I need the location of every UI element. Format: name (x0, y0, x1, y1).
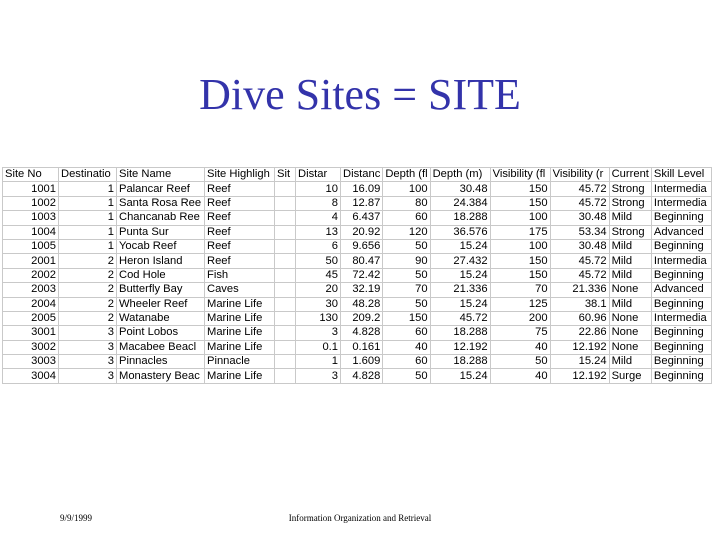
table-cell: 40 (490, 369, 550, 383)
table-cell: 1002 (3, 196, 59, 210)
table-cell: Intermedia (651, 311, 711, 325)
table-cell: 38.1 (550, 297, 609, 311)
table-cell: 1 (296, 355, 341, 369)
table-cell: 4.828 (341, 326, 383, 340)
table-cell: Reef (205, 254, 275, 268)
table-cell: 18.288 (430, 211, 490, 225)
table-cell (275, 254, 296, 268)
table-row (3, 340, 712, 354)
table-cell: 12.192 (550, 369, 609, 383)
table-cell: 45.72 (550, 196, 609, 210)
table-cell: Reef (205, 211, 275, 225)
table-cell: 3 (59, 340, 117, 354)
table-cell: 36.576 (430, 225, 490, 239)
table-cell (275, 196, 296, 210)
table-cell: 6 (296, 239, 341, 253)
footer-date: 9/9/1999 (60, 513, 93, 523)
table-cell: 1 (59, 211, 117, 225)
table-cell (275, 225, 296, 239)
table-cell: 13 (296, 225, 341, 239)
table-cell: Beginning (651, 268, 711, 282)
table-cell: 1003 (3, 211, 59, 225)
table-cell: 100 (490, 211, 550, 225)
table-cell: Caves (205, 283, 275, 297)
table-cell: Advanced (651, 225, 711, 239)
table-cell: 21.336 (550, 283, 609, 297)
table-cell (275, 340, 296, 354)
table-cell: 150 (490, 268, 550, 282)
table-cell: Palancar Reef (117, 182, 205, 196)
table-cell: 21.336 (430, 283, 490, 297)
table-cell: Reef (205, 225, 275, 239)
table-cell: Butterfly Bay (117, 283, 205, 297)
table-cell: 12.192 (430, 340, 490, 354)
table-cell: Mild (609, 268, 651, 282)
table-cell: Beginning (651, 239, 711, 253)
table-cell: 2 (59, 283, 117, 297)
table-cell: Santa Rosa Ree (117, 196, 205, 210)
column-header: Visibility (r (550, 168, 609, 182)
table-cell: 3004 (3, 369, 59, 383)
table-cell: 45 (296, 268, 341, 282)
table-cell: Strong (609, 225, 651, 239)
table-cell: 60 (383, 326, 430, 340)
table-cell: Wheeler Reef (117, 297, 205, 311)
table-cell: 150 (490, 182, 550, 196)
table-cell: 70 (490, 283, 550, 297)
table-cell (275, 182, 296, 196)
table-cell: 3 (296, 369, 341, 383)
table-cell: Marine Life (205, 340, 275, 354)
table-cell: Marine Life (205, 311, 275, 325)
column-header: Depth (m) (430, 168, 490, 182)
table-cell: 125 (490, 297, 550, 311)
column-header: Current (609, 168, 651, 182)
table-cell: Pinnacles (117, 355, 205, 369)
table-cell: 9.656 (341, 239, 383, 253)
table-cell: 2005 (3, 311, 59, 325)
table-cell: 6.437 (341, 211, 383, 225)
table-cell: 80 (383, 196, 430, 210)
table-cell: 130 (296, 311, 341, 325)
table-cell: Intermedia (651, 254, 711, 268)
table-cell: 53.34 (550, 225, 609, 239)
table-cell: 209.2 (341, 311, 383, 325)
table-cell: Pinnacle (205, 355, 275, 369)
table-cell: 3 (59, 326, 117, 340)
table-cell: Advanced (651, 283, 711, 297)
table-cell: 3001 (3, 326, 59, 340)
table-cell: 45.72 (430, 311, 490, 325)
table-cell: 2 (59, 297, 117, 311)
table-cell: 27.432 (430, 254, 490, 268)
table-row (3, 182, 712, 196)
table-row (3, 254, 712, 268)
table-cell: 50 (490, 355, 550, 369)
table-cell: 50 (296, 254, 341, 268)
table-row (3, 369, 712, 383)
column-header: Distar (296, 168, 341, 182)
table-cell: Beginning (651, 369, 711, 383)
table-cell (275, 326, 296, 340)
table-cell: 2003 (3, 283, 59, 297)
table-cell: 12.192 (550, 340, 609, 354)
table-cell: 70 (383, 283, 430, 297)
table-cell: 15.24 (430, 239, 490, 253)
table-cell: 2 (59, 268, 117, 282)
table-cell: 15.24 (430, 369, 490, 383)
table-cell: Point Lobos (117, 326, 205, 340)
table-cell: 60 (383, 211, 430, 225)
table-cell: 2 (59, 254, 117, 268)
table-cell: 15.24 (430, 268, 490, 282)
table-cell: Punta Sur (117, 225, 205, 239)
table-cell: 1 (59, 239, 117, 253)
column-header: Visibility (fl (490, 168, 550, 182)
table-cell: 8 (296, 196, 341, 210)
table-cell: 45.72 (550, 254, 609, 268)
table-cell: None (609, 311, 651, 325)
table-cell: 10 (296, 182, 341, 196)
table-cell: 3 (59, 369, 117, 383)
footer-center-text: Information Organization and Retrieval (288, 513, 432, 523)
table-cell: 2004 (3, 297, 59, 311)
table-cell: 22.86 (550, 326, 609, 340)
table-cell: Marine Life (205, 369, 275, 383)
table-cell: 15.24 (430, 297, 490, 311)
table-cell: Mild (609, 239, 651, 253)
table-cell: 18.288 (430, 326, 490, 340)
table-cell: 1004 (3, 225, 59, 239)
table-cell: 15.24 (550, 355, 609, 369)
table-cell: None (609, 340, 651, 354)
table-row (3, 196, 712, 210)
table-cell: 4.828 (341, 369, 383, 383)
table-row (3, 268, 712, 282)
column-header: Destinatio (59, 168, 117, 182)
table-cell: Marine Life (205, 297, 275, 311)
table-cell: 12.87 (341, 196, 383, 210)
table-cell: 20 (296, 283, 341, 297)
table-cell: Reef (205, 182, 275, 196)
table-cell: 30 (296, 297, 341, 311)
table-row (3, 283, 712, 297)
table-cell: 30.48 (430, 182, 490, 196)
table-row (3, 326, 712, 340)
table-cell: 50 (383, 297, 430, 311)
table-cell: 30.48 (550, 239, 609, 253)
table-cell: Strong (609, 196, 651, 210)
table-row (3, 311, 712, 325)
table-cell: Mild (609, 355, 651, 369)
table-cell: 48.28 (341, 297, 383, 311)
table-cell: 1001 (3, 182, 59, 196)
table-cell: None (609, 326, 651, 340)
slide-title: Dive Sites = SITE (199, 70, 521, 119)
table-cell: Yocab Reef (117, 239, 205, 253)
table-header-row (3, 168, 712, 182)
table-cell: Intermedia (651, 196, 711, 210)
table-cell: 3 (296, 326, 341, 340)
column-header: Site No (3, 168, 59, 182)
table-cell: Chancanab Ree (117, 211, 205, 225)
table-cell: 1.609 (341, 355, 383, 369)
table-cell: 45.72 (550, 182, 609, 196)
table-cell: 20.92 (341, 225, 383, 239)
table-cell: 150 (490, 196, 550, 210)
table-cell: Mild (609, 254, 651, 268)
table-cell: Mild (609, 297, 651, 311)
table-cell: 200 (490, 311, 550, 325)
table-cell: Reef (205, 239, 275, 253)
table-row (3, 355, 712, 369)
table-cell: 100 (490, 239, 550, 253)
column-header: Depth (fl (383, 168, 430, 182)
table-cell: Reef (205, 196, 275, 210)
table-cell: None (609, 283, 651, 297)
table-cell: 3 (59, 355, 117, 369)
table-cell: Beginning (651, 326, 711, 340)
table-row (3, 297, 712, 311)
table-cell: 32.19 (341, 283, 383, 297)
table-cell: 60 (383, 355, 430, 369)
table-cell (275, 355, 296, 369)
table-cell: Marine Life (205, 326, 275, 340)
table-cell: Mild (609, 211, 651, 225)
table-cell: Heron Island (117, 254, 205, 268)
table-cell: 0.1 (296, 340, 341, 354)
table-cell: 2002 (3, 268, 59, 282)
column-header: Sit (275, 168, 296, 182)
table-cell (275, 268, 296, 282)
table-cell (275, 369, 296, 383)
table-cell: 18.288 (430, 355, 490, 369)
table-cell: 45.72 (550, 268, 609, 282)
table-cell: Fish (205, 268, 275, 282)
table-cell: Beginning (651, 211, 711, 225)
table-cell: Monastery Beac (117, 369, 205, 383)
table-cell: 1005 (3, 239, 59, 253)
table-cell: 120 (383, 225, 430, 239)
table-cell: 4 (296, 211, 341, 225)
table-cell: 100 (383, 182, 430, 196)
table-cell: 1 (59, 182, 117, 196)
table-cell (275, 311, 296, 325)
table-cell: 2 (59, 311, 117, 325)
table-cell: 90 (383, 254, 430, 268)
column-header: Distanc (341, 168, 383, 182)
table-row (3, 239, 712, 253)
table-cell: 1 (59, 225, 117, 239)
table-cell: 50 (383, 369, 430, 383)
column-header: Site Highligh (205, 168, 275, 182)
table-cell: 150 (383, 311, 430, 325)
table-cell: 72.42 (341, 268, 383, 282)
table-cell: 50 (383, 239, 430, 253)
table-cell: 150 (490, 254, 550, 268)
table-cell: Strong (609, 182, 651, 196)
table-cell: 1 (59, 196, 117, 210)
table-cell: 3003 (3, 355, 59, 369)
table-cell: Surge (609, 369, 651, 383)
table-cell: Beginning (651, 340, 711, 354)
table-cell: Beginning (651, 355, 711, 369)
table-cell: 60.96 (550, 311, 609, 325)
table-cell: 16.09 (341, 182, 383, 196)
dive-sites-table (2, 167, 712, 384)
table-cell: Cod Hole (117, 268, 205, 282)
table-cell: Macabee Beacl (117, 340, 205, 354)
table-cell: 2001 (3, 254, 59, 268)
table-cell: 40 (490, 340, 550, 354)
table-cell (275, 211, 296, 225)
table-cell: 80.47 (341, 254, 383, 268)
table-cell: 50 (383, 268, 430, 282)
table-cell (275, 297, 296, 311)
table-cell: 30.48 (550, 211, 609, 225)
table-cell (275, 283, 296, 297)
table-cell: 24.384 (430, 196, 490, 210)
table-cell: Beginning (651, 297, 711, 311)
column-header: Site Name (117, 168, 205, 182)
table-cell: 3002 (3, 340, 59, 354)
table-row (3, 211, 712, 225)
table-cell (275, 239, 296, 253)
table-cell: 40 (383, 340, 430, 354)
table-cell: 175 (490, 225, 550, 239)
table-cell: 0.161 (341, 340, 383, 354)
table-cell: 75 (490, 326, 550, 340)
column-header: Skill Level (651, 168, 711, 182)
table-row (3, 225, 712, 239)
table-cell: Watanabe (117, 311, 205, 325)
table-cell: Intermedia (651, 182, 711, 196)
